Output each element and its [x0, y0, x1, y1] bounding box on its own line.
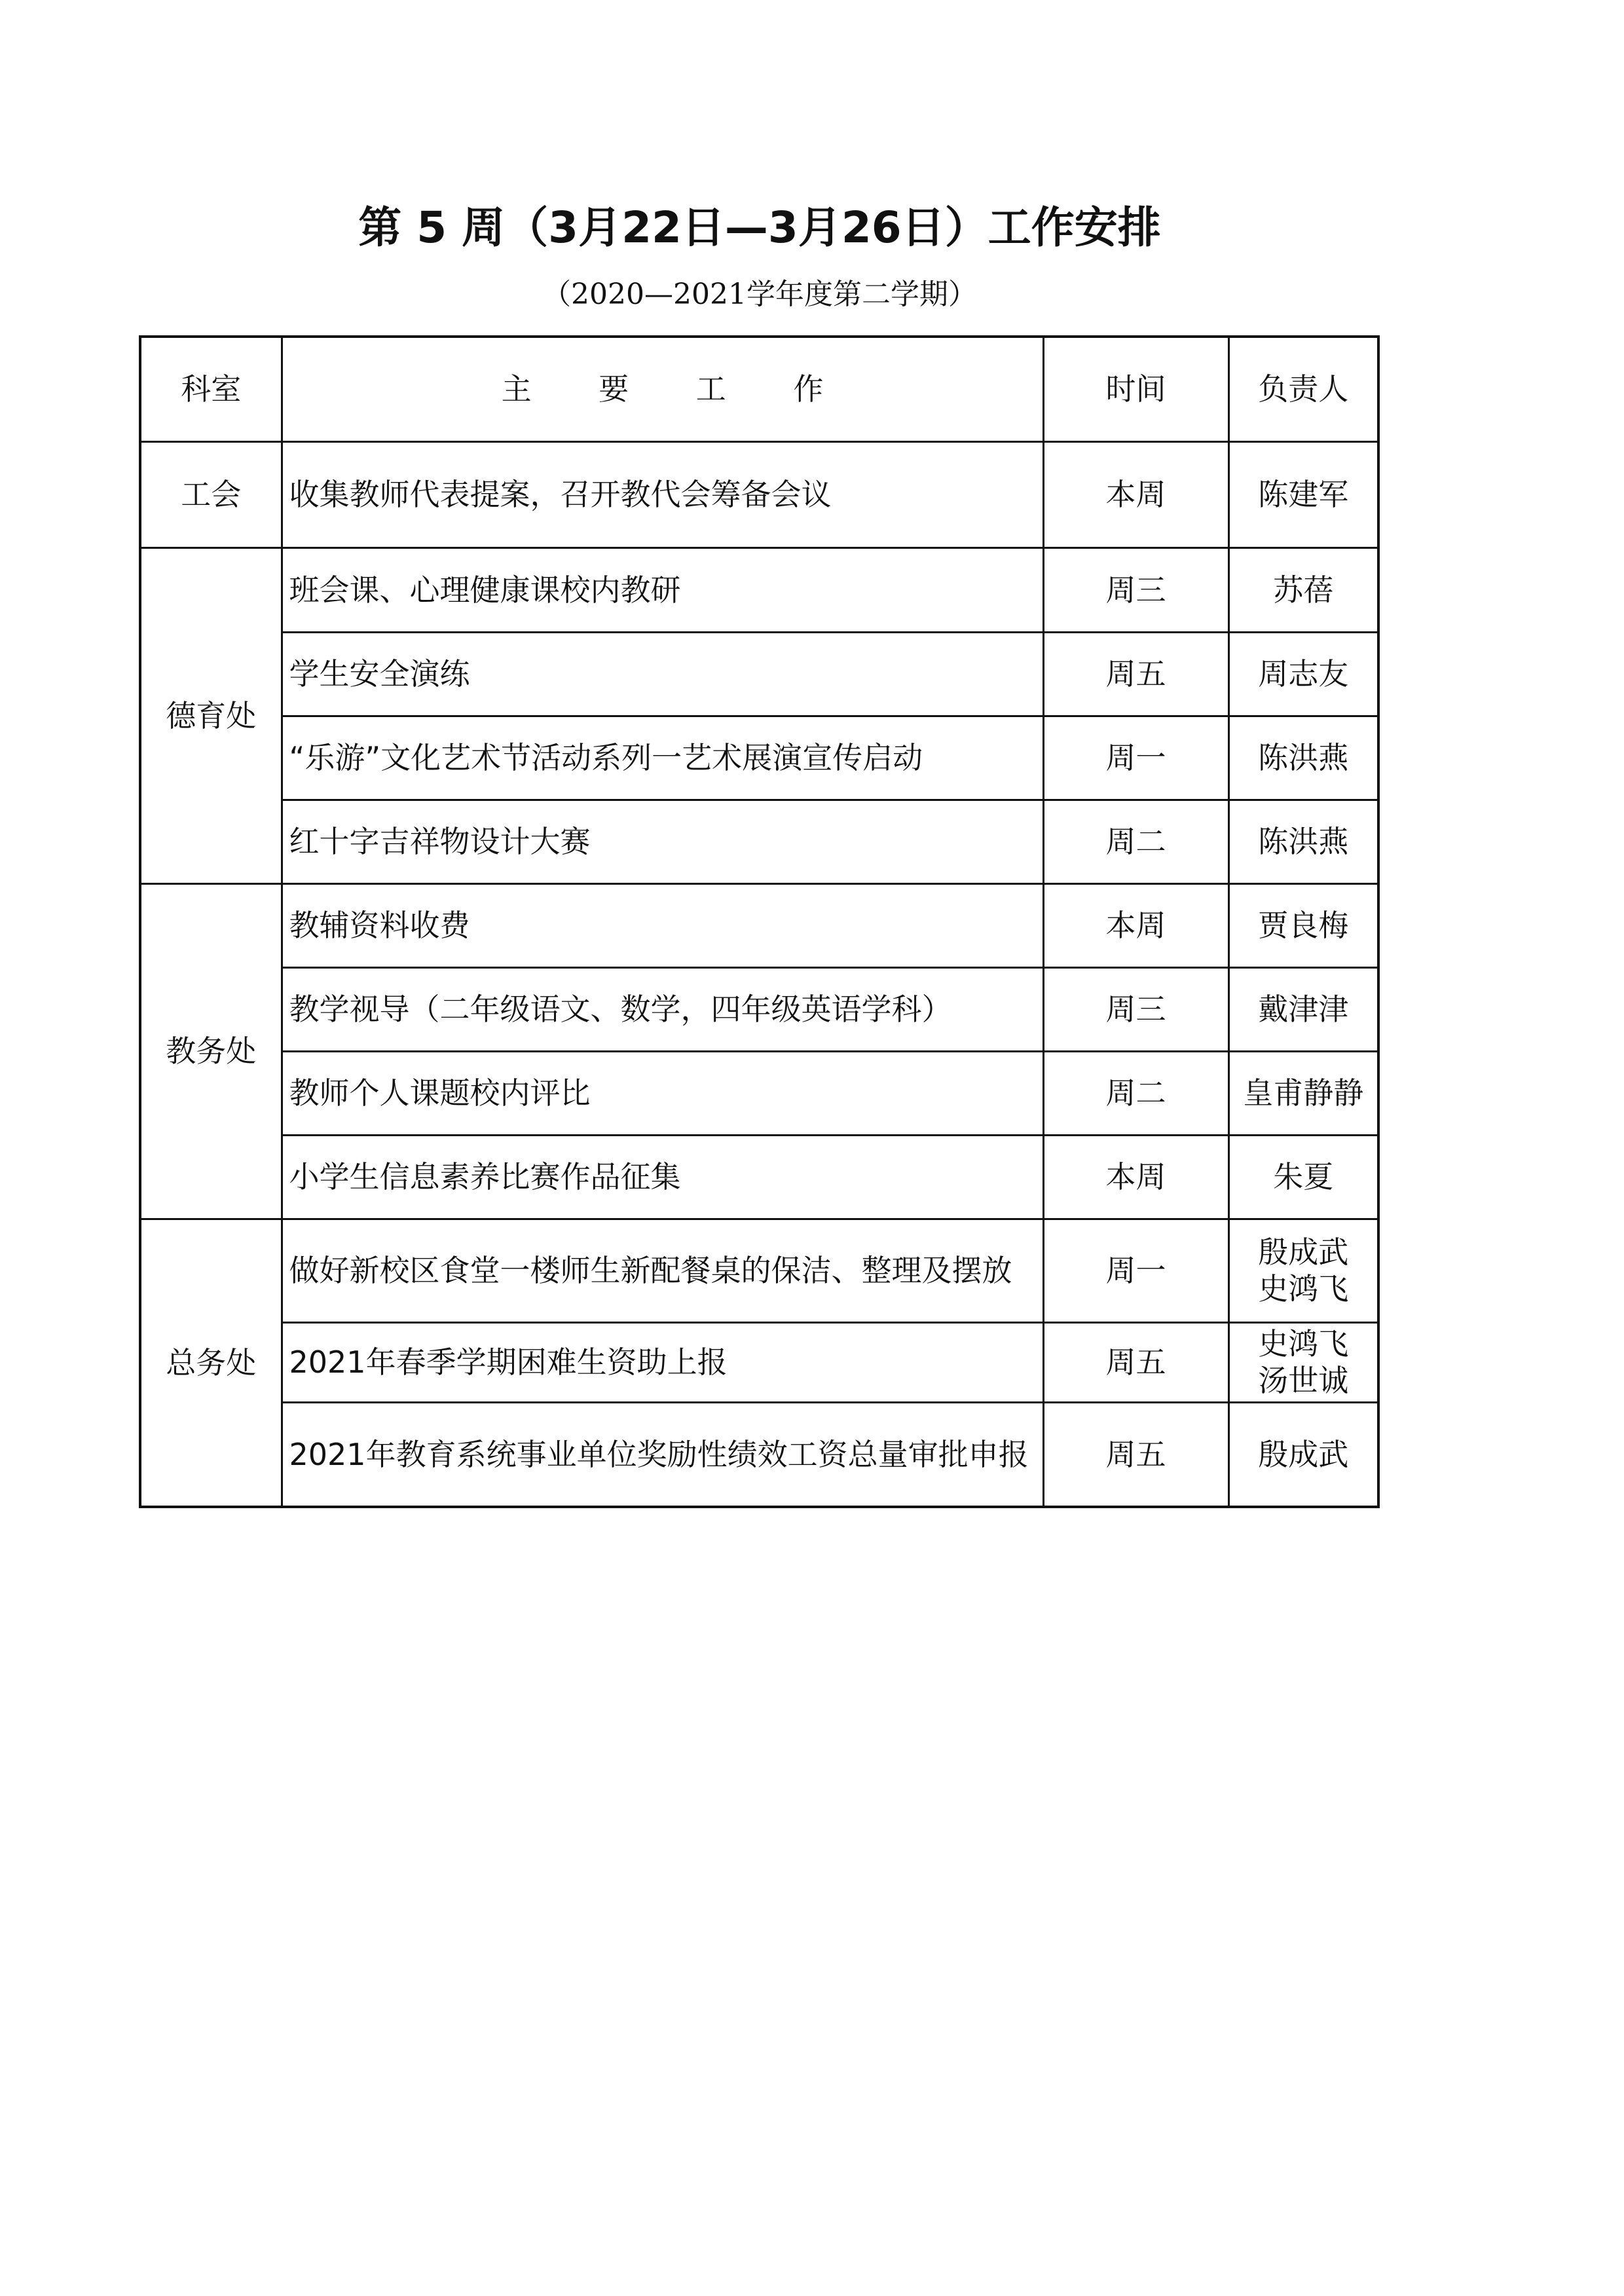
person-name: 史鸿飞: [1258, 1326, 1349, 1361]
dept-cell: 德育处: [140, 547, 282, 883]
person-name: 史鸿飞: [1258, 1271, 1349, 1306]
table-row: [140, 632, 1378, 716]
time-cell: 本周: [1043, 1135, 1228, 1219]
table-row: [140, 1322, 1378, 1402]
table-row: [140, 800, 1378, 883]
time-cell: 周一: [1043, 716, 1228, 800]
time-cell: 周五: [1043, 1402, 1228, 1507]
work-cell: 小学生信息素养比赛作品征集: [282, 1135, 1043, 1219]
table-row: [140, 1219, 1378, 1322]
work-cell: 2021年教育系统事业单位奖励性绩效工资总量审批申报: [282, 1402, 1043, 1507]
person-cell: 陈建军: [1228, 441, 1378, 547]
table-row: [140, 1135, 1378, 1219]
header-dept: 科室: [140, 337, 282, 441]
work-cell: 学生安全演练: [282, 632, 1043, 716]
dept-cell: 总务处: [140, 1219, 282, 1507]
work-cell: 班会课、心理健康课校内教研: [282, 547, 1043, 632]
work-cell: 教学视导（二年级语文、数学，四年级英语学科）: [282, 967, 1043, 1051]
person-cell: 殷成武: [1228, 1402, 1378, 1507]
page-title: 第 5 周（3月22日—3月26日）工作安排: [358, 202, 1161, 253]
table-row: [140, 547, 1378, 632]
table-row: [140, 967, 1378, 1051]
person-cell: 陈洪燕: [1228, 800, 1378, 883]
time-cell: 周一: [1043, 1219, 1228, 1322]
work-cell: 教辅资料收费: [282, 883, 1043, 967]
time-cell: 周二: [1043, 800, 1228, 883]
person-name: 殷成武: [1258, 1234, 1349, 1270]
work-cell: 2021年春季学期困难生资助上报: [282, 1322, 1043, 1402]
table-header-row: [140, 337, 1378, 441]
table-row: [140, 1051, 1378, 1135]
time-cell: 周五: [1043, 1322, 1228, 1402]
header-work: 主 要 工 作: [282, 337, 1043, 441]
person-cell: 周志友: [1228, 632, 1378, 716]
person-cell: [1228, 1322, 1378, 1402]
person-cell: 贾良梅: [1228, 883, 1378, 967]
work-cell: “乐游”文化艺术节活动系列一艺术展演宣传启动: [282, 716, 1043, 800]
time-cell: 周五: [1043, 632, 1228, 716]
time-cell: 本周: [1043, 441, 1228, 547]
table-row: [140, 883, 1378, 967]
time-cell: 本周: [1043, 883, 1228, 967]
person-cell: 皇甫静静: [1228, 1051, 1378, 1135]
work-cell: 红十字吉祥物设计大赛: [282, 800, 1043, 883]
table-row: [140, 1402, 1378, 1507]
person-cell: 朱夏: [1228, 1135, 1378, 1219]
table-row: [140, 716, 1378, 800]
table-row: [140, 441, 1378, 547]
header-time: 时间: [1043, 337, 1228, 441]
person-cell: [1228, 1219, 1378, 1322]
work-cell: 收集教师代表提案，召开教代会筹备会议: [282, 441, 1043, 547]
work-cell: 教师个人课题校内评比: [282, 1051, 1043, 1135]
person-cell: 戴津津: [1228, 967, 1378, 1051]
page-subtitle: （2020—2021学年度第二学期）: [542, 278, 977, 311]
header-person: 负责人: [1228, 337, 1378, 441]
dept-cell: 教务处: [140, 883, 282, 1219]
person-cell: 陈洪燕: [1228, 716, 1378, 800]
schedule-table: [139, 335, 1380, 1508]
time-cell: 周三: [1043, 967, 1228, 1051]
work-cell: 做好新校区食堂一楼师生新配餐桌的保洁、整理及摆放: [282, 1219, 1043, 1322]
time-cell: 周三: [1043, 547, 1228, 632]
person-cell: 苏蓓: [1228, 547, 1378, 632]
time-cell: 周二: [1043, 1051, 1228, 1135]
dept-cell: 工会: [140, 441, 282, 547]
person-name: 汤世诚: [1258, 1363, 1349, 1398]
